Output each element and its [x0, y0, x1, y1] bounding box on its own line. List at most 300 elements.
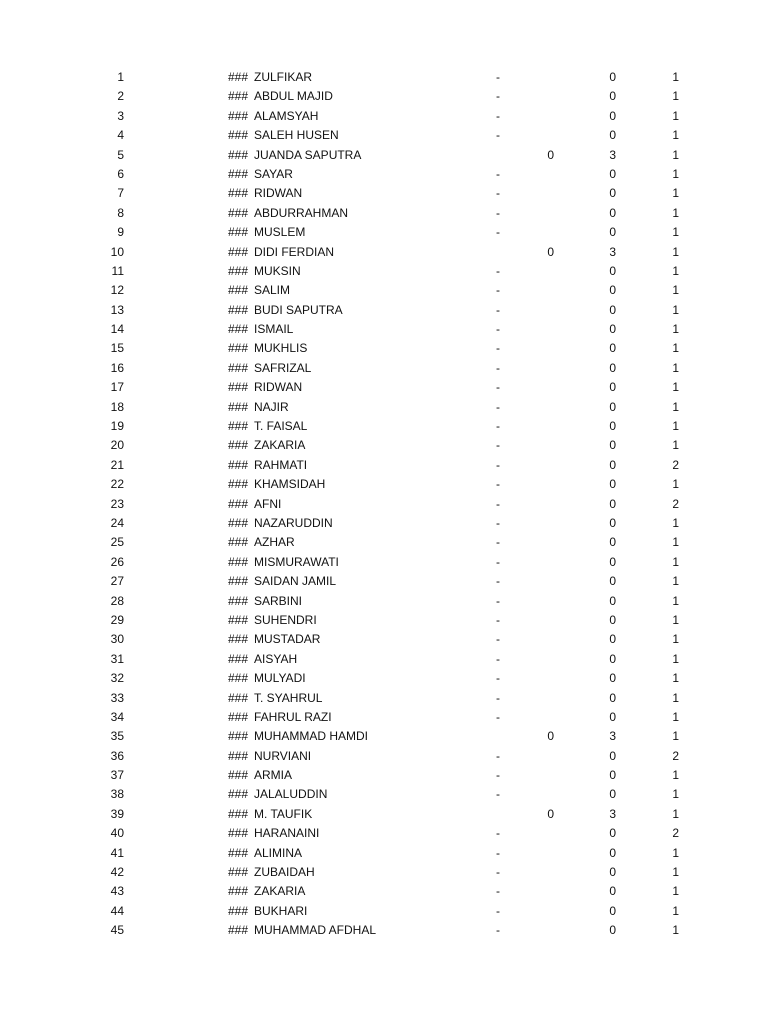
value-cell-1: 0 — [609, 166, 616, 181]
row-number: 40 — [110, 826, 124, 841]
row-number: 15 — [110, 341, 124, 356]
overflow-marker: ### — [228, 283, 249, 298]
person-name: ALAMSYAH — [254, 108, 319, 123]
overflow-marker: ### — [228, 554, 249, 569]
dash-cell: - — [496, 709, 500, 724]
row-number: 17 — [110, 380, 124, 395]
row-number: 37 — [110, 768, 124, 783]
row-number: 26 — [110, 554, 124, 569]
row-number: 2 — [117, 89, 124, 104]
value-cell-1: 0 — [609, 923, 616, 938]
value-cell-2: 2 — [672, 457, 679, 472]
value-cell-1: 3 — [609, 729, 616, 744]
dash-cell: - — [496, 903, 500, 918]
row-number: 18 — [110, 399, 124, 414]
value-cell-2: 1 — [672, 884, 679, 899]
overflow-marker: ### — [228, 729, 249, 744]
dash-cell: - — [496, 263, 500, 278]
table-row — [0, 553, 768, 572]
dash-cell: - — [496, 884, 500, 899]
table-row — [0, 689, 768, 708]
value-cell-2: 1 — [672, 768, 679, 783]
overflow-marker: ### — [228, 419, 249, 434]
dash-cell: - — [496, 205, 500, 220]
overflow-marker: ### — [228, 748, 249, 763]
overflow-marker: ### — [228, 515, 249, 530]
person-name: RIDWAN — [254, 186, 303, 201]
table-row — [0, 495, 768, 514]
dash-cell: - — [496, 923, 500, 938]
row-number: 42 — [110, 865, 124, 880]
dash-cell: - — [496, 457, 500, 472]
person-name: SALEH HUSEN — [254, 128, 339, 143]
table-row — [0, 766, 768, 785]
person-name: MUKSIN — [254, 263, 301, 278]
table-row — [0, 281, 768, 300]
value-cell-1: 0 — [609, 826, 616, 841]
value-cell-1: 0 — [609, 748, 616, 763]
overflow-marker: ### — [228, 244, 249, 259]
overflow-marker: ### — [228, 632, 249, 647]
value-cell-1: 0 — [609, 108, 616, 123]
overflow-marker: ### — [228, 826, 249, 841]
row-number: 32 — [110, 671, 124, 686]
person-name: RIDWAN — [254, 380, 303, 395]
dash-cell: - — [496, 496, 500, 511]
overflow-marker: ### — [228, 89, 249, 104]
overflow-marker: ### — [228, 205, 249, 220]
row-number: 45 — [110, 923, 124, 938]
row-number: 38 — [110, 787, 124, 802]
row-number: 11 — [111, 263, 124, 278]
overflow-marker: ### — [228, 438, 249, 453]
zero-cell: 0 — [547, 806, 554, 821]
value-cell-2: 1 — [672, 477, 679, 492]
overflow-marker: ### — [228, 574, 249, 589]
dash-cell: - — [496, 632, 500, 647]
overflow-marker: ### — [228, 845, 249, 860]
overflow-marker: ### — [228, 612, 249, 627]
dash-cell: - — [496, 690, 500, 705]
value-cell-1: 0 — [609, 457, 616, 472]
overflow-marker: ### — [228, 709, 249, 724]
table-row — [0, 533, 768, 552]
person-name: ABDUL MAJID — [254, 89, 333, 104]
overflow-marker: ### — [228, 225, 249, 240]
dash-cell: - — [496, 399, 500, 414]
table-row — [0, 805, 768, 824]
value-cell-2: 1 — [672, 845, 679, 860]
value-cell-2: 1 — [672, 709, 679, 724]
person-name: SAYAR — [254, 166, 293, 181]
value-cell-2: 1 — [672, 244, 679, 259]
overflow-marker: ### — [228, 147, 249, 162]
value-cell-2: 1 — [672, 128, 679, 143]
value-cell-2: 1 — [672, 535, 679, 550]
table-row — [0, 87, 768, 106]
dash-cell: - — [496, 438, 500, 453]
overflow-marker: ### — [228, 380, 249, 395]
person-name: MUKHLIS — [254, 341, 308, 356]
row-number: 43 — [110, 884, 124, 899]
overflow-marker: ### — [228, 593, 249, 608]
value-cell-1: 3 — [609, 147, 616, 162]
row-number: 3 — [117, 108, 124, 123]
dash-cell: - — [496, 826, 500, 841]
row-number: 21 — [110, 457, 124, 472]
table-row — [0, 863, 768, 882]
row-number: 1 — [117, 70, 124, 84]
row-number: 7 — [117, 186, 124, 201]
person-name: RAHMATI — [254, 457, 308, 472]
row-number: 31 — [110, 651, 124, 666]
value-cell-2: 1 — [672, 632, 679, 647]
person-name: SALIM — [254, 283, 291, 298]
person-name: KHAMSIDAH — [254, 477, 326, 492]
table-row — [0, 456, 768, 475]
overflow-marker: ### — [228, 457, 249, 472]
overflow-marker: ### — [228, 884, 249, 899]
person-name: T. FAISAL — [254, 419, 308, 434]
person-name: NURVIANI — [254, 748, 312, 763]
table-row — [0, 921, 768, 940]
value-cell-2: 1 — [672, 166, 679, 181]
data-sheet — [0, 68, 768, 941]
row-number: 36 — [110, 748, 124, 763]
value-cell-1: 3 — [609, 244, 616, 259]
person-name: ZUBAIDAH — [254, 865, 315, 880]
dash-cell: - — [496, 612, 500, 627]
overflow-marker: ### — [228, 399, 249, 414]
person-name: ISMAIL — [254, 322, 294, 337]
value-cell-1: 0 — [609, 128, 616, 143]
person-name: M. TAUFIK — [254, 806, 313, 821]
value-cell-1: 0 — [609, 709, 616, 724]
table-row — [0, 514, 768, 533]
overflow-marker: ### — [228, 341, 249, 356]
row-number: 30 — [110, 632, 124, 647]
row-number: 16 — [110, 360, 124, 375]
value-cell-2: 1 — [672, 205, 679, 220]
overflow-marker: ### — [228, 768, 249, 783]
table-row — [0, 184, 768, 203]
value-cell-2: 1 — [672, 671, 679, 686]
value-cell-2: 1 — [672, 399, 679, 414]
row-number: 13 — [110, 302, 124, 317]
person-name: AZHAR — [254, 535, 295, 550]
value-cell-1: 0 — [609, 651, 616, 666]
dash-cell: - — [496, 671, 500, 686]
value-cell-1: 0 — [609, 283, 616, 298]
value-cell-2: 1 — [672, 380, 679, 395]
value-cell-2: 1 — [672, 554, 679, 569]
table-row — [0, 398, 768, 417]
person-name: ZULFIKAR — [254, 70, 313, 84]
table-row — [0, 785, 768, 804]
dash-cell: - — [496, 89, 500, 104]
table-row — [0, 126, 768, 145]
row-number: 6 — [117, 166, 124, 181]
row-number: 14 — [110, 322, 124, 337]
overflow-marker: ### — [228, 806, 249, 821]
table-row — [0, 630, 768, 649]
value-cell-2: 1 — [672, 690, 679, 705]
dash-cell: - — [496, 477, 500, 492]
value-cell-1: 0 — [609, 419, 616, 434]
overflow-marker: ### — [228, 923, 249, 938]
person-name: T. SYAHRUL — [254, 690, 323, 705]
person-name: BUDI SAPUTRA — [254, 302, 343, 317]
dash-cell: - — [496, 554, 500, 569]
row-number: 10 — [110, 244, 124, 259]
row-number: 28 — [110, 593, 124, 608]
value-cell-2: 1 — [672, 438, 679, 453]
table-row — [0, 475, 768, 494]
value-cell-1: 0 — [609, 845, 616, 860]
dash-cell: - — [496, 186, 500, 201]
table-row — [0, 378, 768, 397]
table-row — [0, 592, 768, 611]
value-cell-1: 0 — [609, 515, 616, 530]
row-number: 35 — [110, 729, 124, 744]
value-cell-2: 1 — [672, 322, 679, 337]
table-row — [0, 107, 768, 126]
value-cell-1: 0 — [609, 496, 616, 511]
person-name: NAJIR — [254, 399, 289, 414]
dash-cell: - — [496, 108, 500, 123]
table-row — [0, 727, 768, 746]
overflow-marker: ### — [228, 186, 249, 201]
overflow-marker: ### — [228, 128, 249, 143]
zero-cell: 0 — [547, 729, 554, 744]
table-row — [0, 708, 768, 727]
row-number: 41 — [110, 845, 124, 860]
value-cell-1: 0 — [609, 671, 616, 686]
row-number: 39 — [110, 806, 124, 821]
overflow-marker: ### — [228, 865, 249, 880]
person-name: AISYAH — [254, 651, 298, 666]
table-row — [0, 204, 768, 223]
person-name: BUKHARI — [254, 903, 308, 918]
value-cell-1: 0 — [609, 535, 616, 550]
table-row — [0, 262, 768, 281]
person-name: SARBINI — [254, 593, 303, 608]
overflow-marker: ### — [228, 322, 249, 337]
overflow-marker: ### — [228, 787, 249, 802]
overflow-marker: ### — [228, 903, 249, 918]
person-name: ALIMINA — [254, 845, 303, 860]
dash-cell: - — [496, 651, 500, 666]
overflow-marker: ### — [228, 535, 249, 550]
row-number: 27 — [110, 574, 124, 589]
value-cell-1: 0 — [609, 360, 616, 375]
dash-cell: - — [496, 166, 500, 181]
value-cell-2: 1 — [672, 70, 679, 84]
table-row — [0, 359, 768, 378]
value-cell-1: 0 — [609, 865, 616, 880]
table-row — [0, 223, 768, 242]
value-cell-1: 0 — [609, 438, 616, 453]
value-cell-2: 1 — [672, 903, 679, 918]
value-cell-2: 1 — [672, 108, 679, 123]
person-name: SAFRIZAL — [254, 360, 312, 375]
table-row — [0, 844, 768, 863]
value-cell-2: 1 — [672, 225, 679, 240]
dash-cell: - — [496, 535, 500, 550]
value-cell-1: 0 — [609, 322, 616, 337]
value-cell-2: 1 — [672, 341, 679, 356]
dash-cell: - — [496, 593, 500, 608]
value-cell-2: 1 — [672, 302, 679, 317]
row-number: 34 — [110, 709, 124, 724]
dash-cell: - — [496, 787, 500, 802]
row-number: 23 — [110, 496, 124, 511]
dash-cell: - — [496, 225, 500, 240]
table-row — [0, 165, 768, 184]
value-cell-1: 0 — [609, 593, 616, 608]
table-row — [0, 650, 768, 669]
row-number: 25 — [110, 535, 124, 550]
row-number: 5 — [117, 147, 124, 162]
value-cell-1: 0 — [609, 341, 616, 356]
value-cell-2: 1 — [672, 419, 679, 434]
overflow-marker: ### — [228, 690, 249, 705]
row-number: 44 — [110, 903, 124, 918]
table-row — [0, 320, 768, 339]
row-number: 20 — [110, 438, 124, 453]
value-cell-1: 0 — [609, 205, 616, 220]
value-cell-1: 0 — [609, 225, 616, 240]
dash-cell: - — [496, 302, 500, 317]
value-cell-1: 0 — [609, 70, 616, 84]
dash-cell: - — [496, 322, 500, 337]
value-cell-2: 1 — [672, 729, 679, 744]
value-cell-2: 1 — [672, 923, 679, 938]
overflow-marker: ### — [228, 671, 249, 686]
value-cell-2: 1 — [672, 263, 679, 278]
row-number: 29 — [110, 612, 124, 627]
value-cell-2: 1 — [672, 612, 679, 627]
person-name: DIDI FERDIAN — [254, 244, 335, 259]
person-name: MUSLEM — [254, 225, 306, 240]
table-row — [0, 68, 768, 87]
value-cell-2: 1 — [672, 787, 679, 802]
dash-cell: - — [496, 574, 500, 589]
person-name: MUHAMMAD AFDHAL — [254, 923, 377, 938]
overflow-marker: ### — [228, 263, 249, 278]
overflow-marker: ### — [228, 302, 249, 317]
value-cell-2: 1 — [672, 593, 679, 608]
value-cell-1: 0 — [609, 186, 616, 201]
table-row — [0, 301, 768, 320]
value-cell-2: 2 — [672, 826, 679, 841]
table-row — [0, 902, 768, 921]
table-row — [0, 882, 768, 901]
row-number: 33 — [110, 690, 124, 705]
value-cell-2: 1 — [672, 360, 679, 375]
value-cell-2: 1 — [672, 651, 679, 666]
value-cell-1: 0 — [609, 903, 616, 918]
value-cell-2: 1 — [672, 806, 679, 821]
table-row — [0, 669, 768, 688]
row-number: 22 — [110, 477, 124, 492]
person-name: MUSTADAR — [254, 632, 321, 647]
row-number: 24 — [110, 515, 124, 530]
value-cell-2: 2 — [672, 748, 679, 763]
row-number: 12 — [110, 283, 124, 298]
value-cell-1: 0 — [609, 787, 616, 802]
overflow-marker: ### — [228, 360, 249, 375]
value-cell-1: 0 — [609, 477, 616, 492]
value-cell-2: 1 — [672, 147, 679, 162]
person-name: ZAKARIA — [254, 884, 306, 899]
overflow-marker: ### — [228, 651, 249, 666]
value-cell-1: 0 — [609, 302, 616, 317]
row-number: 4 — [117, 128, 124, 143]
person-name: JALALUDDIN — [254, 787, 328, 802]
value-cell-2: 1 — [672, 283, 679, 298]
dash-cell: - — [496, 845, 500, 860]
value-cell-1: 0 — [609, 554, 616, 569]
value-cell-1: 0 — [609, 263, 616, 278]
dash-cell: - — [496, 419, 500, 434]
table-row — [0, 824, 768, 843]
person-name: HARANAINI — [254, 826, 320, 841]
dash-cell: - — [496, 768, 500, 783]
dash-cell: - — [496, 515, 500, 530]
dash-cell: - — [496, 70, 500, 84]
value-cell-1: 3 — [609, 806, 616, 821]
value-cell-1: 0 — [609, 768, 616, 783]
overflow-marker: ### — [228, 496, 249, 511]
row-number: 8 — [117, 205, 124, 220]
dash-cell: - — [496, 341, 500, 356]
value-cell-2: 2 — [672, 496, 679, 511]
person-name: ZAKARIA — [254, 438, 306, 453]
overflow-marker: ### — [228, 477, 249, 492]
person-name: JUANDA SAPUTRA — [254, 147, 362, 162]
person-name: MISMURAWATI — [254, 554, 339, 569]
value-cell-1: 0 — [609, 380, 616, 395]
row-number: 9 — [117, 225, 124, 240]
overflow-marker: ### — [228, 108, 249, 123]
value-cell-1: 0 — [609, 399, 616, 414]
value-cell-2: 1 — [672, 515, 679, 530]
person-name: MUHAMMAD HAMDI — [254, 729, 368, 744]
value-cell-1: 0 — [609, 632, 616, 647]
table-row — [0, 611, 768, 630]
overflow-marker: ### — [228, 166, 249, 181]
person-name: NAZARUDDIN — [254, 515, 333, 530]
dash-cell: - — [496, 380, 500, 395]
dash-cell: - — [496, 283, 500, 298]
dash-cell: - — [496, 748, 500, 763]
zero-cell: 0 — [547, 244, 554, 259]
table-row — [0, 146, 768, 165]
person-name: MULYADI — [254, 671, 306, 686]
value-cell-1: 0 — [609, 574, 616, 589]
zero-cell: 0 — [547, 147, 554, 162]
value-cell-1: 0 — [609, 89, 616, 104]
value-cell-1: 0 — [609, 690, 616, 705]
person-name: ARMIA — [254, 768, 293, 783]
person-name: SUHENDRI — [254, 612, 317, 627]
table-row — [0, 436, 768, 455]
value-cell-2: 1 — [672, 865, 679, 880]
dash-cell: - — [496, 360, 500, 375]
table-row — [0, 747, 768, 766]
value-cell-1: 0 — [609, 612, 616, 627]
